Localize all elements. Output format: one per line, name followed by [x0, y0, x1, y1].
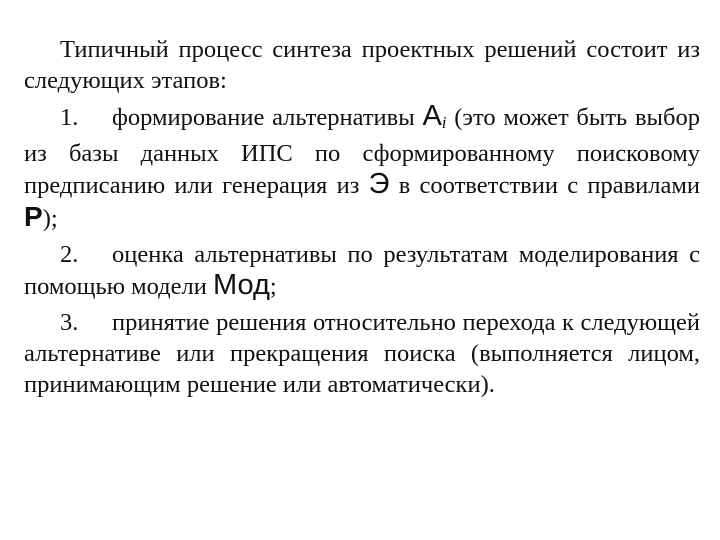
step-1-text-end: ); — [42, 205, 58, 232]
step-1-text-rules: в соответствии с правилами — [389, 172, 700, 199]
symbol-mod: Мод — [212, 269, 270, 301]
step-2-paragraph — [24, 239, 700, 302]
step-3-paragraph — [24, 307, 700, 400]
step-2-number: 2. — [60, 241, 79, 268]
step-1-paragraph — [24, 101, 700, 234]
intro-paragraph — [24, 34, 700, 96]
step-1-text-middle: (это может быть выбор из базы данных ИПС по сформированному поисковому предписанию или генерация из — [24, 104, 700, 199]
step-1-text-start: формирование альтернативы — [112, 104, 423, 131]
step-2-text-end: ; — [269, 273, 277, 300]
step-1-number: 1. — [60, 104, 79, 131]
slide-content — [24, 34, 700, 400]
intro-text: Типичный процесс синтеза проектных решений состоит из следующих этапов: — [24, 36, 700, 94]
symbol-p: P — [24, 201, 43, 232]
step-3-number: 3. — [60, 309, 79, 336]
symbol-e: Э — [368, 168, 390, 200]
symbol-a: A — [422, 100, 442, 132]
step-2-text-start: оценка альтернативы по результатам моделирования с помощью модели — [24, 241, 700, 300]
symbol-a-subscript: i — [441, 113, 447, 132]
step-3-text: принятие решения относительно перехода к следующей альтернативе или прекращения поиска (выполняется лицом, принимающим решение или автоматически). — [24, 309, 700, 398]
